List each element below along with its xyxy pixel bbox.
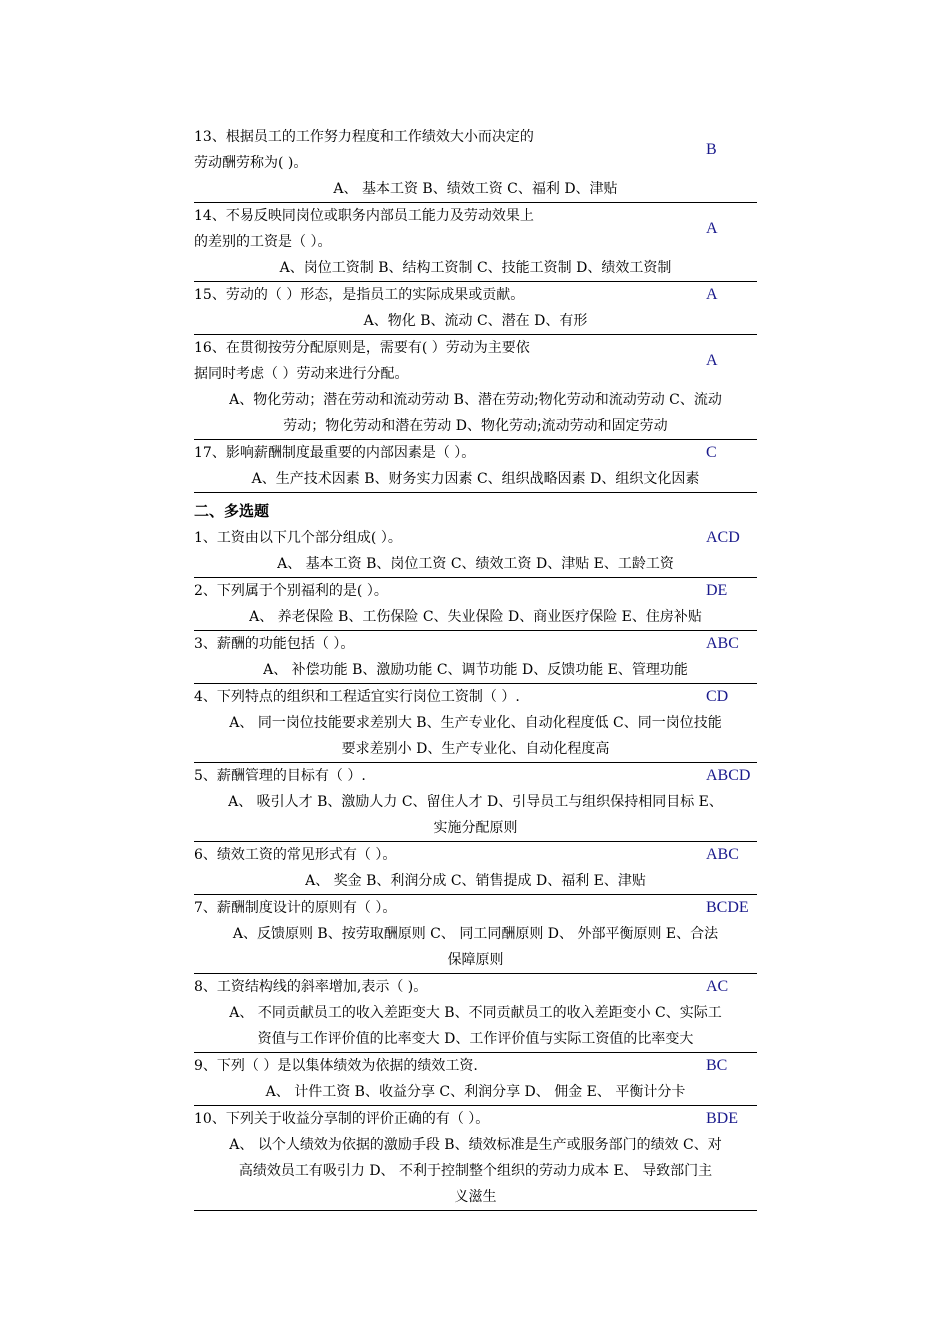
question-stem: 14、不易反映同岗位或职务内部员工能力及劳动效果上 <box>194 208 534 224</box>
question-stem: 10、下列关于收益分享制的评价正确的有（ ）。 <box>194 1111 490 1127</box>
question-stem: 6、绩效工资的常见形式有（ ）。 <box>194 847 397 863</box>
question-item <box>194 763 757 842</box>
answer-key: ABCD <box>706 767 751 784</box>
section-title: 二、多选题 <box>194 502 270 520</box>
answer-key: AC <box>706 978 729 995</box>
question-options: 要求差别小 D、生产专业化、自动化程度高 <box>341 741 610 757</box>
question-options: A、 同一岗位技能要求差别大 B、生产专业化、自动化程度低 C、同一岗位技能 <box>229 715 722 731</box>
question-stem: 8、工资结构线的斜率增加,表示（ )。 <box>194 979 428 995</box>
question-stem: 的差别的工资是（ ）。 <box>194 234 332 250</box>
question-options: 高绩效员工有吸引力 D、 不利于控制整个组织的劳动力成本 E、 导致部门主 <box>238 1163 713 1179</box>
question-stem: 13、根据员工的工作努力程度和工作绩效大小而决定的 <box>194 129 534 145</box>
answer-key: ABC <box>706 635 739 652</box>
question-options: A、 以个人绩效为依据的激励手段 B、绩效标准是生产或服务部门的绩效 C、对 <box>229 1137 722 1153</box>
question-options: 保障原则 <box>447 952 504 968</box>
question-options: 义滋生 <box>454 1189 497 1205</box>
question-item <box>194 335 757 440</box>
question-item <box>194 684 757 763</box>
question-options: A、 奖金 B、利润分成 C、销售提成 D、福利 E、津贴 <box>305 873 646 889</box>
question-options: A、 补偿功能 B、激励功能 C、调节功能 D、反馈功能 E、管理功能 <box>263 662 688 678</box>
question-options: A、 养老保险 B、工伤保险 C、失业保险 D、商业医疗保险 E、住房补贴 <box>249 609 702 625</box>
question-stem: 2、下列属于个别福利的是( ）。 <box>194 583 388 599</box>
question-item <box>194 842 757 895</box>
question-item <box>194 895 757 974</box>
answer-key: DE <box>706 582 728 599</box>
question-stem: 4、下列特点的组织和工程适宜实行岗位工资制（ ）. <box>194 689 520 705</box>
question-stem: 5、薪酬管理的目标有（ ）. <box>194 768 366 784</box>
question-options: A、 不同贡献员工的收入差距变大 B、不同贡献员工的收入差距变小 C、实际工 <box>229 1005 722 1021</box>
answer-key: B <box>706 141 717 158</box>
question-options: 资值与工作评价值的比率变大 D、工作评价值与实际工资值的比率变大 <box>257 1031 694 1047</box>
question-item <box>194 1106 757 1211</box>
answer-key: ACD <box>706 529 740 546</box>
question-stem: 17、影响薪酬制度最重要的内部因素是（ ）。 <box>194 445 476 461</box>
answer-key: A <box>706 286 718 303</box>
question-item <box>194 974 757 1053</box>
answer-key: A <box>706 352 718 369</box>
question-options: A、 基本工资 B、岗位工资 C、绩效工资 D、津贴 E、工龄工资 <box>277 556 674 572</box>
multi-choice-list <box>194 525 757 1211</box>
question-options: A、物化劳动；潜在劳动和流动劳动 B、潜在劳动;物化劳动和流动劳动 C、流动 <box>229 392 722 408</box>
question-item <box>194 282 757 335</box>
answer-key: C <box>706 444 717 461</box>
answer-key: ABC <box>706 846 739 863</box>
single-choice-list <box>194 124 757 493</box>
question-options: A、生产技术因素 B、财务实力因素 C、组织战略因素 D、组织文化因素 <box>251 471 700 487</box>
question-item <box>194 203 757 282</box>
answer-key: BDE <box>706 1110 738 1127</box>
question-stem: 1、工资由以下几个部分组成( ）。 <box>194 530 402 546</box>
question-stem: 15、劳动的（ ）形态，是指员工的实际成果或贡献。 <box>194 287 525 303</box>
answer-key: BC <box>706 1057 728 1074</box>
question-item <box>194 631 757 684</box>
question-options: 劳动；物化劳动和潜在劳动 D、物化劳动;流动劳动和固定劳动 <box>283 418 668 434</box>
answer-key: A <box>706 220 718 237</box>
question-item <box>194 124 757 203</box>
question-options: A、 基本工资 B、绩效工资 C、福利 D、津贴 <box>333 181 618 197</box>
question-stem: 劳动酬劳称为( )。 <box>194 155 308 171</box>
question-stem: 7、薪酬制度设计的原则有（ ）。 <box>194 900 397 916</box>
question-item <box>194 1053 757 1106</box>
question-item <box>194 578 757 631</box>
question-item <box>194 525 757 578</box>
question-stem: 3、薪酬的功能包括（ ）。 <box>194 636 355 652</box>
question-options: A、 计件工资 B、收益分享 C、利润分享 D、 佣金 E、 平衡计分卡 <box>265 1084 686 1100</box>
question-stem: 16、在贯彻按劳分配原则是，需要有( ）劳动为主要依 <box>194 340 530 356</box>
question-options: A、岗位工资制 B、结构工资制 C、技能工资制 D、绩效工资制 <box>279 260 672 276</box>
answer-key: BCDE <box>706 899 749 916</box>
question-stem: 据同时考虑（ ）劳动来进行分配。 <box>194 366 409 382</box>
question-options: A、反馈原则 B、按劳取酬原则 C、 同工同酬原则 D、 外部平衡原则 E、合法 <box>232 926 719 942</box>
document-page <box>194 124 757 1211</box>
answer-key: CD <box>706 688 729 705</box>
question-options: 实施分配原则 <box>433 820 518 836</box>
question-options: A、 吸引人才 B、激励人力 C、留住人才 D、引导员工与组织保持相同目标 E、 <box>228 794 723 810</box>
question-options: A、物化 B、流动 C、潜在 D、有形 <box>363 313 588 329</box>
question-stem: 9、下列（ ）是以集体绩效为依据的绩效工资. <box>194 1058 478 1074</box>
question-item <box>194 440 757 493</box>
